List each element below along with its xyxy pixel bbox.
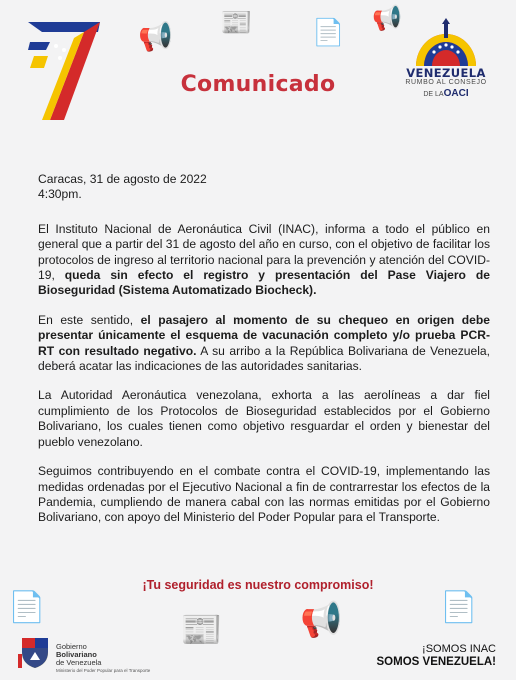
document-icon: 📄 <box>8 590 46 625</box>
newspaper-icon: 📰 <box>180 610 223 650</box>
coat-of-arms-icon <box>18 630 52 670</box>
megaphone-icon: 📢 <box>300 600 343 640</box>
flag-dome-icon <box>394 16 498 68</box>
somos-slogan <box>377 643 496 669</box>
time-line: 4:30pm. <box>38 187 82 202</box>
government-logo-line1: Gobierno <box>56 642 87 651</box>
somos-line2: SOMOS VENEZUELA! <box>376 656 496 668</box>
government-logo <box>18 630 178 672</box>
document-body <box>38 172 490 540</box>
document-icon: 📄 <box>312 18 345 48</box>
megaphone-icon: 📢 <box>138 20 173 53</box>
newspaper-icon: 📰 <box>220 8 253 38</box>
paragraph-1: El Instituto Nacional de Aeronáutica Civil (INAC), informa a todo el público en general que a partir del 31 de agosto del año en curso, con el objetivo de facilitar los protocolos de ingreso al territorio nacional para la prevención y atención del COVID-19, queda sin efecto el registro y presentación del Pase Viajero de Bioseguridad (Sistema Automatizado Biocheck). <box>38 221 490 298</box>
government-logo-line2: Bolivariano <box>56 650 97 659</box>
campaign-logo-line2: RUMBO AL CONSEJO <box>405 79 487 86</box>
paragraph-4: Seguimos contribuyendo en el combate contra el COVID-19, implementando las medidas ordenadas por el Ejecutivo Nacional a fin de contrarrestar los efectos de la Pandemia, cumpliendo de manera cabal con las normas emitidas por el Gobierno Bolivariano, con apoyo del Ministerio del Poder Popular para el Transporte. <box>38 464 490 525</box>
government-logo-line3: de Venezuela <box>56 658 102 667</box>
government-logo-line4: Ministerio del Poder Popular para el Transporte <box>56 668 151 673</box>
campaign-logo-line3: DE LAOACI <box>423 88 469 99</box>
campaign-logo-line1: VENEZUELA <box>406 66 486 80</box>
motto: ¡Tu seguridad es nuestro compromiso! <box>142 578 374 592</box>
somos-line1: ¡SOMOS INAC <box>422 643 496 655</box>
campaign-logo <box>394 16 498 106</box>
document-icon: 📄 <box>440 590 478 625</box>
paragraph-2: En este sentido, el pasajero al momento de su chequeo en origen debe presentar únicamente el esquema de vacunación completo y/o prueba PCR-RT con resultado negativo. A su arribo a la República Bolivariana de Venezuela, deberá acatar las indicaciones de las autoridades sanitarias. <box>38 312 491 374</box>
page-title: Comunicado <box>180 72 336 97</box>
megaphone-icon: 📢 <box>372 4 402 32</box>
logo-7-icon <box>20 16 106 124</box>
date-line: Caracas, 31 de agosto de 2022 <box>38 172 207 186</box>
paragraph-3: La Autoridad Aeronáutica venezolana, exhorta a las aerolíneas a dar fiel cumplimiento de los Protocolos de Bioseguridad establecidos por el Gobierno Bolivariano, los cuales tienen como objetivo resguardar el orden y bienestar del pueblo venezolano. <box>38 388 490 449</box>
